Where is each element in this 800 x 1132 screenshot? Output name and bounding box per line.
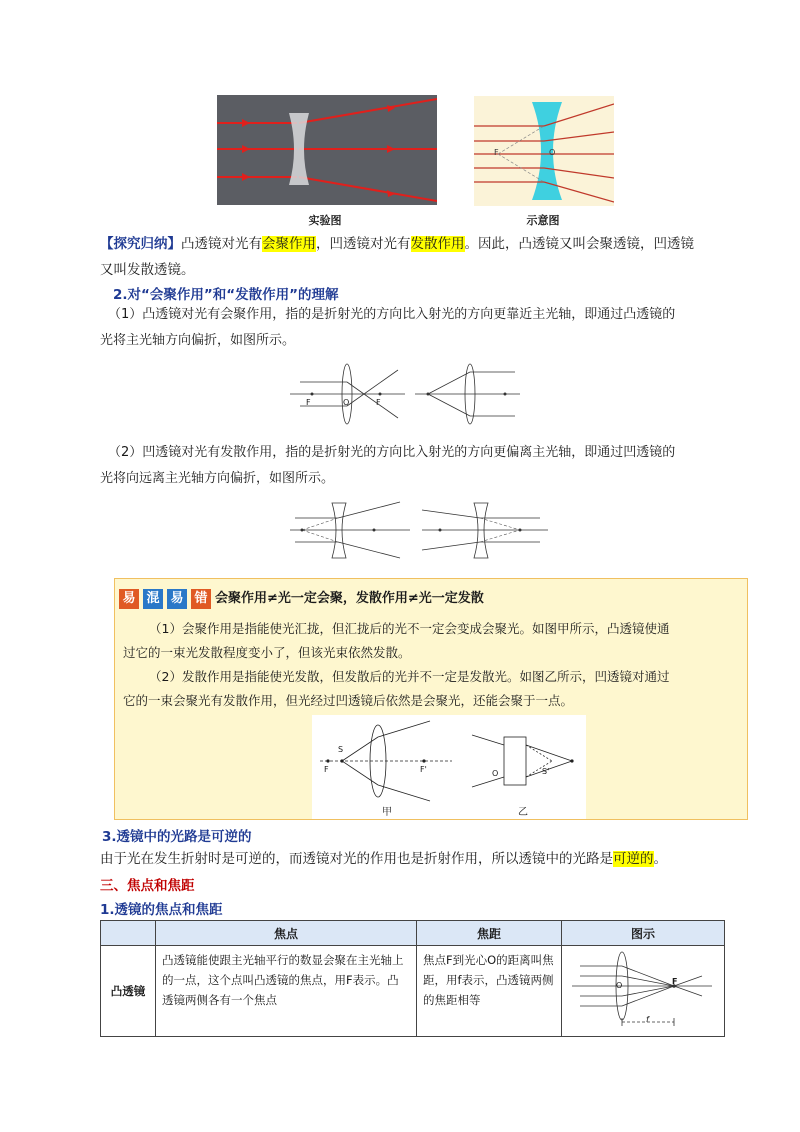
section-2-p2: （2）凹透镜对光有发散作用，指的是折射光的方向比入射光的方向更偏离主光轴，即通过凹透镜的 光将向远离主光轴方向偏折，如图所示。 xyxy=(100,445,676,486)
section-three-title: 三、焦点和焦距 xyxy=(100,878,195,894)
caption-jia: 甲 xyxy=(382,807,392,818)
error-prone-box xyxy=(114,578,748,820)
section-2-p1: （1）凸透镜对光有会聚作用，指的是折射光的方向比入射光的方向更靠近主光轴，即通过凸透镜的 光将主光轴方向偏折，如图所示。 xyxy=(100,307,676,348)
error-box-header xyxy=(119,587,484,609)
center-label: O xyxy=(549,148,556,157)
cell-focal-text: 焦点F到光心O的距离叫焦距，用f表示，凸透镜两侧的焦距相等 xyxy=(417,946,562,1037)
label-s-prime: S' xyxy=(542,767,550,776)
experiment-photo xyxy=(217,95,437,205)
label-f: F xyxy=(324,765,329,774)
diagram-f-left: F xyxy=(306,398,311,407)
concave-diagrams-svg xyxy=(290,498,550,568)
error-box-title: 会聚作用≠光一定会聚，发散作用≠光一定发散 xyxy=(215,591,484,606)
fig-o-label: O xyxy=(616,981,623,990)
cell-figure xyxy=(562,946,725,1037)
row-label-convex: 凸透镜 xyxy=(101,946,156,1037)
highlight-reversible: 可逆的 xyxy=(613,851,654,867)
tag-cuo: 错 xyxy=(191,589,211,609)
fig-fl-label: f xyxy=(646,1015,649,1024)
highlight-diverge: 发散作用 xyxy=(410,236,465,252)
schematic-caption: 示意图 xyxy=(526,214,560,227)
convex-diagrams-svg xyxy=(290,358,520,428)
focus-diagram xyxy=(562,946,722,1030)
section-three-subtitle: 1.透镜的焦点和焦距 xyxy=(100,902,223,918)
summary-tag: 【探究归纳】 xyxy=(100,236,181,252)
fig-f-label: F xyxy=(672,977,678,986)
focus-label: F xyxy=(494,148,499,157)
summary-paragraph: 【探究归纳】凸透镜对光有会聚作用，凹透镜对光有发散作用。因此，凸透镜又叫会聚透镜，凹透镜 又叫发散透镜。 xyxy=(100,236,694,278)
lens-table-wrap xyxy=(100,920,725,1037)
error-box-figures xyxy=(312,715,586,819)
concave-lens-diagrams xyxy=(290,498,550,568)
lens-table xyxy=(100,920,725,1037)
th-figure: 图示 xyxy=(562,921,725,946)
label-o: O xyxy=(492,769,499,778)
error-box-text: （1）会聚作用是指能使光汇拢，但汇拢后的光不一定会变成会聚光。如图甲所示，凸透镜使通 过它的一束光发散程度变小了，但该光束依然发散。 （2）发散作用是指能使光发散，但发散后的光并不一定是发散光。如图乙所示，凹透镜对通过 它的一束会聚光有发散作用，但光经过凹透镜后依然是会聚光，还能会聚于一点。 xyxy=(123,621,670,708)
experiment-figure xyxy=(217,95,437,205)
section-3-text: 由于光在发生折射时是可逆的，而透镜对光的作用也是折射作用，所以透镜中的光路是可逆的。 xyxy=(100,851,667,867)
label-f-prime: F' xyxy=(420,765,427,774)
tag-yi-1: 易 xyxy=(119,589,139,609)
diagram-f-right: F xyxy=(376,398,381,407)
diagram-o: O xyxy=(343,398,350,407)
cell-focus-text: 凸透镜能使跟主光轴平行的数显会聚在主光轴上的一点，这个点叫凸透镜的焦点，用F表示。凸透镜两侧各有一个焦点 xyxy=(156,946,417,1037)
schematic-figure xyxy=(474,96,614,206)
experiment-caption: 实验图 xyxy=(308,214,342,227)
highlight-converge: 会聚作用 xyxy=(262,236,316,252)
tag-hun: 混 xyxy=(143,589,163,609)
section-2-title: 2.对“会聚作用”和“发散作用”的理解 xyxy=(113,287,339,303)
tag-yi-2: 易 xyxy=(167,589,187,609)
th-empty xyxy=(101,921,156,946)
label-s: S xyxy=(338,745,344,754)
convex-lens-diagrams xyxy=(290,358,520,428)
th-focal-length: 焦距 xyxy=(417,921,562,946)
section-3-title: 3.透镜中的光路是可逆的 xyxy=(102,829,252,845)
caption-yi: 乙 xyxy=(518,807,528,818)
th-focus: 焦点 xyxy=(156,921,417,946)
